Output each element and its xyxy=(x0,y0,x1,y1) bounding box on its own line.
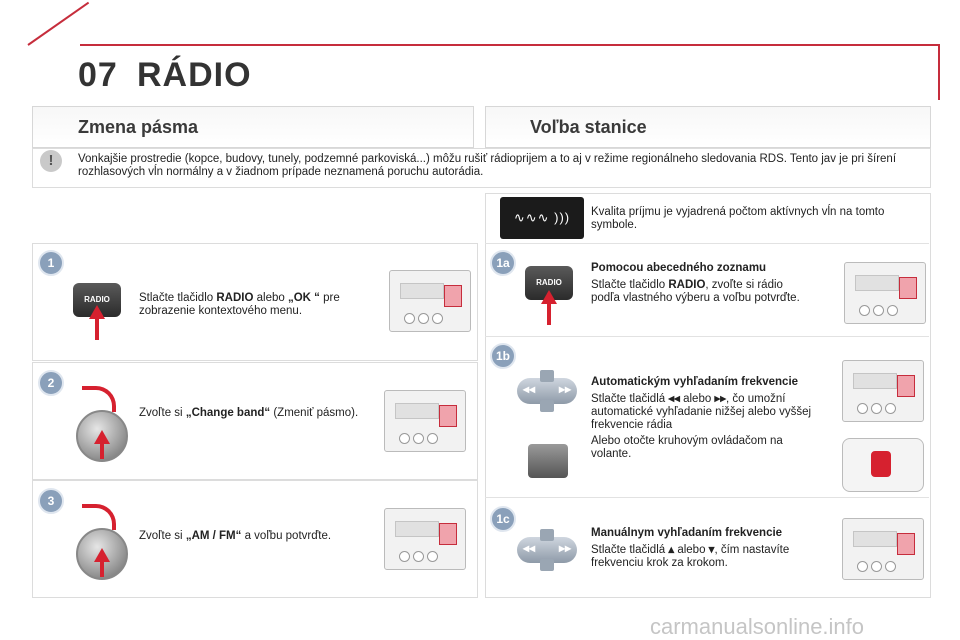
radio-panel-image xyxy=(844,262,926,324)
step-1b-text: Stlačte tlačidlá ◂◂ alebo ▸▸, čo umožní automatické vyhľadanie nižšej alebo vyššej frekvencie rádia xyxy=(591,393,812,431)
signal-wave-icon: ∿∿∿ ))) xyxy=(500,197,584,239)
press-arrow-icon xyxy=(94,430,110,444)
radio-panel-image xyxy=(384,390,466,452)
divider xyxy=(485,336,929,337)
step-1c-heading: Manuálnym vyhľadaním frekvencie xyxy=(591,527,783,539)
chapter-number: 07 xyxy=(78,56,118,94)
warning-icon: ! xyxy=(40,150,62,172)
page-title: RÁDIO xyxy=(137,56,252,94)
step-1a-heading: Pomocou abecedného zoznamu xyxy=(591,262,767,274)
press-arrow-stem xyxy=(100,443,104,459)
step-badge-1: 1 xyxy=(38,250,64,276)
radio-button-image: RADIO xyxy=(73,283,121,317)
step-1b-heading: Automatickým vyhľadaním frekvencie xyxy=(591,376,799,388)
press-arrow-stem xyxy=(100,561,104,577)
step-3-text: Zvoľte si „AM / FM“ a voľbu potvrďte. xyxy=(139,530,332,542)
press-arrow-icon xyxy=(89,305,105,319)
divider xyxy=(485,497,929,498)
step-1b-text-alt: Alebo otočte kruhovým ovládačom na volante. xyxy=(591,435,783,460)
header-rule-end xyxy=(938,44,940,100)
signal-text: Kvalita príjmu je vyjadrená počtom aktívnych vĺn na tomto symbole. xyxy=(591,206,885,231)
press-arrow-icon xyxy=(94,548,110,562)
radio-panel-image xyxy=(842,360,924,422)
press-arrow-stem xyxy=(547,303,551,325)
watermark: carmanualsonline.info xyxy=(650,614,865,639)
header-accent-line xyxy=(27,2,89,46)
press-arrow-stem xyxy=(95,318,99,340)
step-badge-3: 3 xyxy=(38,488,64,514)
step-1a-text: Stlačte tlačidlo RADIO, zvoľte si rádio podľa vlastného výberu a voľbu potvrďte. xyxy=(591,279,800,304)
step-badge-1b: 1b xyxy=(490,343,516,369)
section-title-station: Voľba stanice xyxy=(530,117,647,137)
radio-button-image: RADIO xyxy=(525,266,573,300)
step-2-text: Zvoľte si „Change band“ (Zmeniť pásmo). xyxy=(139,407,359,419)
press-arrow-icon xyxy=(541,290,557,304)
step-1-text: Stlačte tlačidlo RADIO alebo „OK “ pre zobrazenie kontextového menu. xyxy=(139,292,340,317)
radio-panel-image xyxy=(842,518,924,580)
step-badge-1c: 1c xyxy=(490,506,516,532)
seek-button-image: ◂◂ ▸▸ xyxy=(517,378,577,404)
steering-wheel-image xyxy=(842,438,924,492)
divider xyxy=(485,243,929,244)
radio-panel-image xyxy=(389,270,471,332)
steering-control-image xyxy=(528,444,568,478)
section-title-band: Zmena pásma xyxy=(78,117,199,137)
radio-panel-image xyxy=(384,508,466,570)
step-badge-1a: 1a xyxy=(490,250,516,276)
step-1c-text: Stlačte tlačidlá ▴ alebo ▾, čím nastavíte frekvenciu krok za krokom. xyxy=(591,544,790,569)
seek-button-image: ◂◂ ▸▸ xyxy=(517,537,577,563)
header-rule xyxy=(80,44,938,46)
warning-text: Vonkajšie prostredie (kopce, budovy, tunely, podzemné parkoviská...) môžu rušiť rádioprijem a to aj v režime regionálneho sledovania RDS. Tento jav je pri šírení rozhlasových vĺn normálny a v žiadnom prípade neznamená poruchu autorádia. xyxy=(78,153,897,178)
step-badge-2: 2 xyxy=(38,370,64,396)
